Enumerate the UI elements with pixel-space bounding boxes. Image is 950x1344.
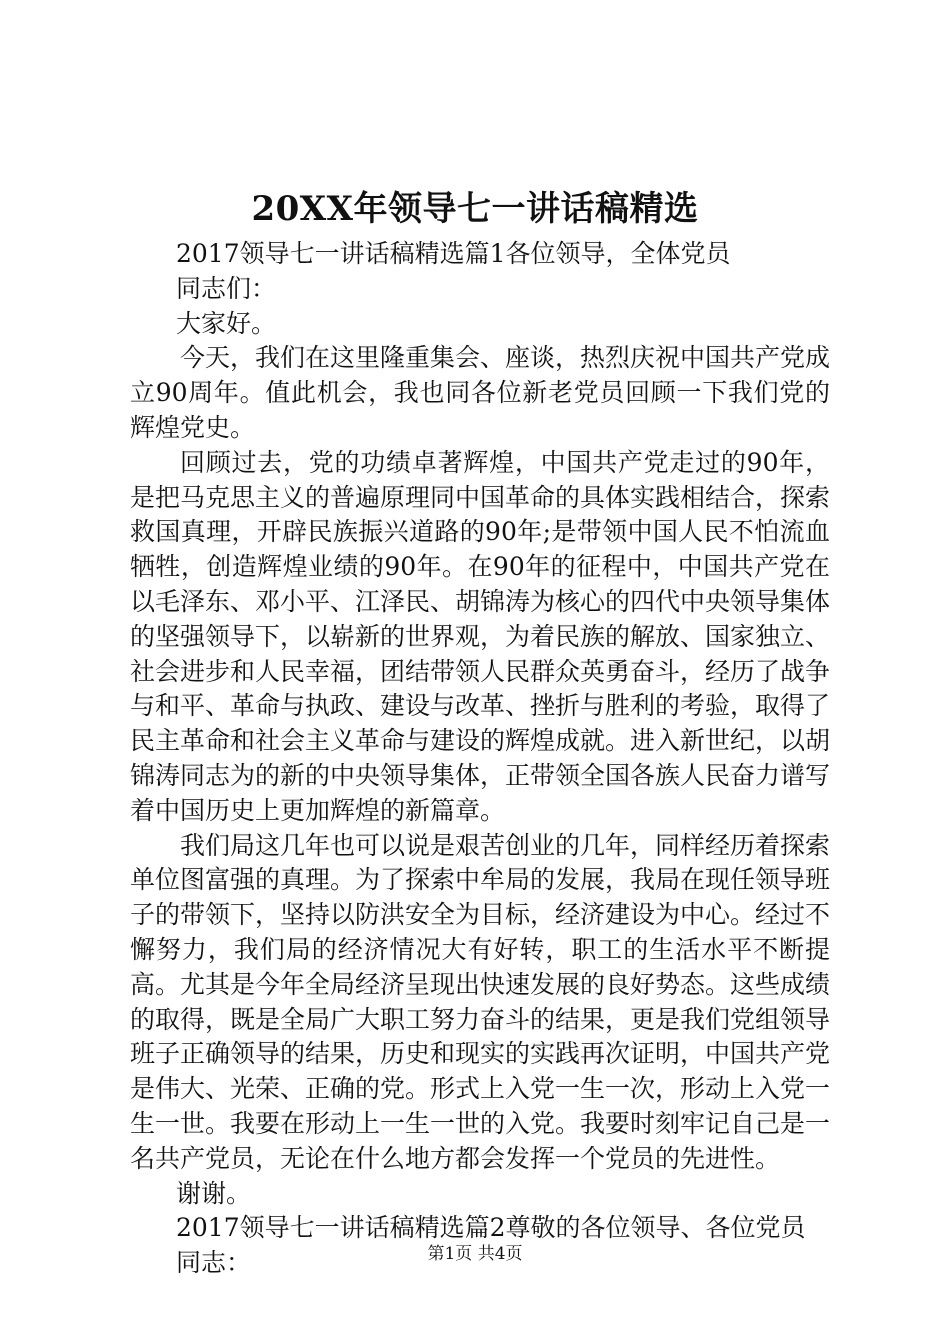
section-heading-1: 2017领导七一讲话稿精选篇1各位领导，全体党员 (176, 239, 731, 268)
salutation: 同志们： (176, 273, 277, 303)
document-body (130, 237, 830, 1281)
closing-thanks: 谢谢。 (176, 1178, 252, 1208)
greeting: 大家好。 (176, 308, 277, 338)
paragraph-history: 回顾过去，党的功绩卓著辉煌，中国共产党走过的90年，是把马克思主义的普遍原理同中国革命的具体实践相结合，探索救国真理，开辟民族振兴道路的90年;是带领中国人民不怕流血牺牲，创造辉煌业绩的90年。在90年的征程中，中国共产党在以毛泽东、邓小平、江泽民、胡锦涛为核心的四代中央领导集体的坚强领导下，以崭新的世界观，为着民族的解放、国家独立、社会进步和人民幸福，团结带领人民群众英勇奋斗，经历了战争与和平、革命与执政、建设与改革、挫折与胜利的考验，取得了民主革命和社会主义革命与建设的辉煌成就。进入新世纪，以胡锦涛同志为的新的中央领导集体，正带领全国各族人民奋力谱写着中国历史上更加辉煌的新篇章。 (130, 447, 831, 825)
salutation-2: 同志： (176, 1248, 252, 1278)
document-title: 20XX年领导七一讲话稿精选 (251, 189, 699, 229)
section-heading-2: 2017领导七一讲话稿精选篇2尊敬的各位领导、各位党员 (176, 1213, 806, 1243)
paragraph-intro: 今天，我们在这里隆重集会、座谈，热烈庆祝中国共产党成立90周年。值此机会，我也同各位新老党员回顾一下我们党的辉煌党史。 (130, 343, 831, 442)
page-footer: 第1页 共4页 (427, 1244, 523, 1264)
paragraph-bureau: 我们局这几年也可以说是艰苦创业的几年，同样经历着探索单位图富强的真理。为了探索中牟局的发展，我局在现任领导班子的带领下，坚持以防洪安全为目标，经济建设为中心。经过不懈努力，我们局的经济情况大有好转，职工的生活水平不断提高。尤其是今年全局经济呈现出快速发展的良好势态。这些成绩的取得，既是全局广大职工努力奋斗的结果，更是我们党组领导班子正确领导的结果，历史和现实的实践再次证明，中国共产党是伟大、光荣、正确的党。形式上入党一生一次，形动上入党一生一世。我要在形动上一生一世的入党。我要时刻牢记自己是一名共产党员，无论在什么地方都会发挥一个党员的先进性。 (130, 830, 831, 1173)
